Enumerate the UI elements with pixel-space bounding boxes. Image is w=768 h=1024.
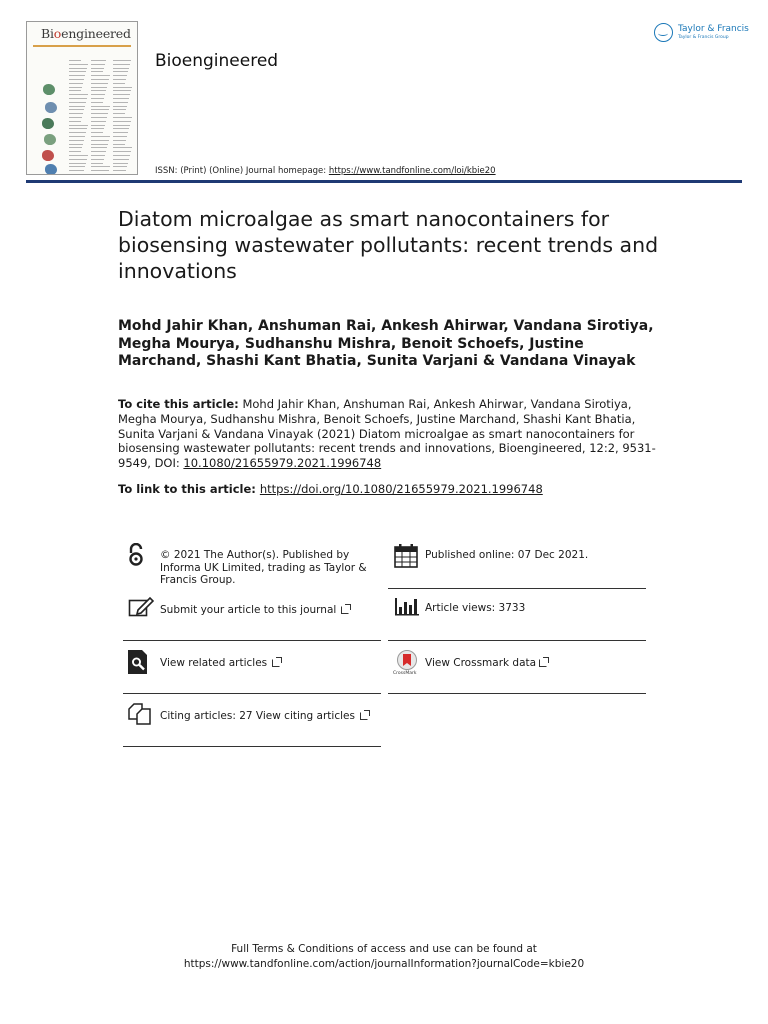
cover-text-line: [113, 166, 127, 167]
citation-text: Mohd Jahir Khan, Anshuman Rai, Ankesh Ahirwar, Vandana Sirotiya, Megha Mourya, Sudhanshu Mishra, Benoit Schoefs, Justine Marchand, Shashi Kant Bhatia, Sunita Varjani & Vandana Vinayak (2021) Diatom microalgae as smart nanocontainers for biosensing wastewater pollutants: recent trends and innovations, Bioengineered, 12:2, 9531-9549, DOI:: [118, 397, 656, 471]
published-date-text: Published online: 07 Dec 2021.: [425, 549, 589, 561]
cover-accent-bar: [33, 45, 131, 47]
cover-text-line: [91, 132, 103, 133]
citing-articles-text[interactable]: [160, 710, 368, 723]
publisher-name: Taylor & Francis: [678, 24, 749, 34]
journal-cover-thumbnail: [26, 21, 138, 175]
cover-text-line: [69, 113, 83, 114]
article-authors: Mohd Jahir Khan, Anshuman Rai, Ankesh Ahirwar, Vandana Sirotiya, Megha Mourya, Sudhanshu Mishra, Benoit Schoefs, Justine Marchand, Shashi Kant Bhatia, Sunita Varjani & Vandana Vinayak: [118, 318, 654, 369]
cover-title-part: Bi: [41, 26, 54, 41]
cover-text-line: [69, 163, 86, 164]
cover-image: [43, 84, 55, 95]
cover-text-line: [69, 83, 83, 84]
grid-divider: [123, 640, 381, 641]
publisher-logo[interactable]: [654, 23, 748, 47]
cover-text-line: [69, 106, 85, 107]
cover-text-line: [91, 60, 106, 61]
cover-text-line: [69, 98, 87, 99]
cover-text-line: [69, 90, 81, 91]
terms-line-1: Full Terms & Conditions of access and use can be found at: [231, 943, 537, 955]
submit-article-text[interactable]: [160, 604, 349, 617]
crossmark-label: View Crossmark data: [425, 657, 537, 669]
crossmark-cell[interactable]: [388, 650, 646, 690]
cover-text-line: [113, 128, 129, 129]
cover-text-line: [113, 140, 126, 141]
cover-text-line: [69, 117, 82, 118]
terms-footer: [0, 942, 768, 971]
cover-text-line: [113, 109, 126, 110]
cover-text-line: [113, 163, 128, 164]
crossmark-badge-text: CrossMark: [393, 671, 417, 676]
cover-text-line: [69, 125, 88, 126]
published-date-cell: [388, 543, 646, 583]
grid-divider: [123, 693, 381, 694]
cover-text-line: [113, 159, 129, 160]
cover-text-line: [113, 151, 131, 152]
article-title: Diatom microalgae as smart nanocontainers for biosensing wastewater pollutants: recent trends and innovations: [118, 207, 659, 283]
cover-text-line: [69, 147, 82, 148]
journal-name: Bioengineered: [155, 51, 279, 71]
cover-text-line: [113, 83, 125, 84]
publisher-logo-icon: [654, 23, 673, 42]
cover-text-line: [113, 90, 131, 91]
open-access-icon: [128, 543, 144, 567]
cover-text-line: [113, 64, 130, 65]
cover-text-line: [113, 121, 131, 122]
cover-text-line: [91, 128, 104, 129]
cover-text-line: [113, 132, 128, 133]
cover-text-line: [91, 121, 106, 122]
cover-image: [45, 102, 57, 113]
cover-text-line: [113, 102, 128, 103]
article-views-cell: [388, 596, 646, 636]
cover-text-line: [91, 125, 105, 126]
bar-chart-icon: [394, 596, 420, 616]
cover-text-line: [69, 170, 84, 171]
cover-text-line: [113, 144, 125, 145]
cover-text-line: [113, 117, 132, 118]
cover-text-line: [113, 125, 130, 126]
submit-article-cell[interactable]: [123, 596, 381, 636]
cover-text-line: [69, 155, 88, 156]
cover-text-line: [69, 75, 85, 76]
cover-text-line: [91, 64, 105, 65]
citing-articles-cell[interactable]: [123, 703, 381, 743]
cover-text-line: [91, 170, 109, 171]
cover-text-line: [91, 147, 107, 148]
cover-text-line: [91, 90, 106, 91]
cover-image: [42, 150, 54, 161]
cover-text-line: [91, 71, 103, 72]
calendar-icon: [394, 543, 418, 568]
cover-text-line: [69, 140, 84, 141]
article-link-label: To link to this article:: [118, 482, 256, 496]
citation-doi-link[interactable]: 10.1080/21655979.2021.1996748: [183, 456, 382, 471]
cover-text-line: [113, 98, 129, 99]
cover-title-part: engineered: [61, 26, 131, 41]
cover-text-line: [91, 75, 110, 76]
cover-text-line: [91, 166, 110, 167]
journal-homepage-link[interactable]: https://www.tandfonline.com/loi/kbie20: [328, 166, 496, 176]
cover-text-line: [113, 60, 131, 61]
cover-text-line: [113, 155, 130, 156]
external-link-icon: [341, 606, 349, 614]
external-link-icon: [272, 659, 280, 667]
external-link-icon: [360, 712, 368, 720]
article-link-line: [118, 482, 543, 496]
cover-text-line: [69, 87, 82, 88]
cover-text-line: [69, 128, 87, 129]
header-divider: [26, 180, 742, 183]
cover-text-line: [113, 113, 125, 114]
related-articles-text[interactable]: [160, 657, 280, 670]
cover-text-line: [91, 144, 108, 145]
citing-articles-label: Citing articles: 27 View citing articles: [160, 710, 355, 722]
related-articles-label: View related articles: [160, 657, 268, 669]
cover-text-line: [91, 68, 104, 69]
cover-text-line: [91, 155, 105, 156]
cover-text-line: [69, 79, 84, 80]
cover-image: [44, 134, 56, 145]
cover-text-line: [113, 68, 129, 69]
cover-text-line: [91, 98, 104, 99]
cover-text-line: [91, 117, 107, 118]
cover-text-line: [69, 102, 86, 103]
cover-text-line: [113, 87, 132, 88]
related-articles-cell[interactable]: [123, 650, 381, 690]
search-document-icon: [128, 650, 148, 674]
cover-text-line: [91, 102, 103, 103]
cover-text-line: [69, 144, 83, 145]
cover-text-line: [91, 113, 108, 114]
cover-text-line: [69, 166, 85, 167]
cover-text-line: [91, 94, 105, 95]
cover-text-line: [113, 147, 132, 148]
cover-text-line: [91, 87, 107, 88]
cover-text-line: [69, 109, 84, 110]
cover-text-line: [113, 75, 127, 76]
issn-line: [155, 166, 496, 176]
crossmark-text[interactable]: [425, 657, 547, 670]
cover-text-line: [91, 151, 106, 152]
cover-text-line: [91, 140, 109, 141]
submit-article-label: Submit your article to this journal: [160, 604, 337, 616]
citing-articles-icon: [128, 703, 152, 725]
terms-link[interactable]: https://www.tandfonline.com/action/journalInformation?journalCode=kbie20: [183, 957, 585, 970]
edit-icon: [128, 596, 154, 618]
cover-text-line: [113, 71, 128, 72]
article-doi-link[interactable]: https://doi.org/10.1080/21655979.2021.1996748: [259, 482, 543, 496]
citation-label: To cite this article:: [118, 397, 239, 411]
cover-text-line: [113, 170, 126, 171]
cover-text-line: [69, 159, 87, 160]
issn-prefix: ISSN: (Print) (Online) Journal homepage:: [155, 166, 329, 176]
cover-text-line: [113, 79, 126, 80]
cover-text-line: [91, 83, 108, 84]
article-views-text: Article views: 3733: [425, 602, 526, 614]
open-access-license-cell: [123, 543, 381, 589]
cover-text-line: [69, 64, 88, 65]
grid-divider: [388, 693, 646, 694]
cover-text-line: [91, 106, 110, 107]
cover-title-part: o: [53, 26, 62, 41]
cover-text-line: [113, 136, 127, 137]
cover-text-line: [91, 109, 109, 110]
external-link-icon: [539, 659, 547, 667]
cover-text-line: [113, 106, 127, 107]
cover-text-line: [91, 159, 104, 160]
cover-text-line: [69, 68, 87, 69]
citation-block: [118, 397, 658, 471]
publisher-subtitle: Taylor & Francis Group: [678, 35, 729, 40]
cover-title: [41, 26, 131, 41]
cover-text-line: [69, 132, 86, 133]
license-text: © 2021 The Author(s). Published by Informa UK Limited, trading as Taylor & Francis Group.: [160, 549, 367, 586]
cover-text-line: [91, 136, 110, 137]
cover-text-line: [69, 136, 85, 137]
cover-text-line: [91, 79, 109, 80]
cover-image: [45, 164, 57, 175]
cover-image: [42, 118, 54, 129]
grid-divider: [123, 746, 381, 747]
grid-divider: [388, 640, 646, 641]
cover-text-line: [69, 71, 86, 72]
cover-text-line: [113, 94, 130, 95]
cover-text-line: [69, 121, 81, 122]
cover-text-line: [69, 60, 81, 61]
cover-text-line: [69, 151, 81, 152]
cover-text-line: [69, 94, 88, 95]
grid-divider: [388, 588, 646, 589]
cover-text-line: [91, 163, 103, 164]
